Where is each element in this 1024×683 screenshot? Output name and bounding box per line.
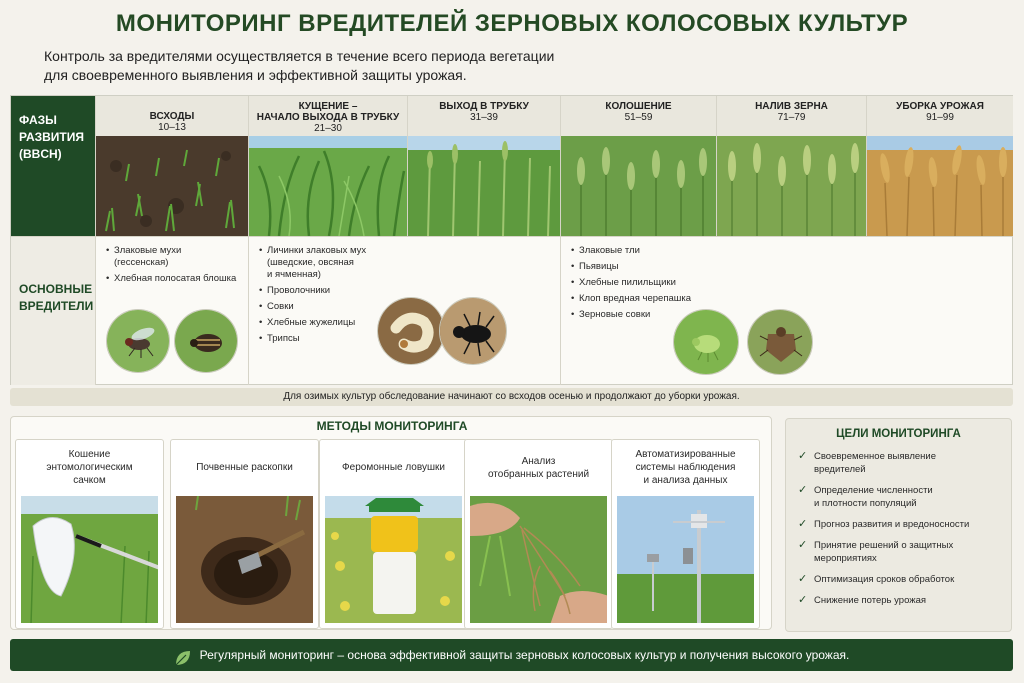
method-automated-systems: Автоматизированные системы наблюдения и анализа данных [611, 439, 760, 629]
pest-item: • Зерновые совки [571, 309, 1007, 321]
method-plant-analysis: Анализ отобранных растений [464, 439, 613, 629]
phase-grain-filling: НАЛИВ ЗЕРНА 71–79 [716, 96, 866, 236]
phase-harvest: УБОРКА УРОЖАЯ 91–99 [866, 96, 1013, 236]
pests-group-tillering [248, 236, 560, 385]
pest-item: • Злаковые тли [571, 245, 1007, 257]
phase-stem-extension: ВЫХОД В ТРУБКУ 31–39 [407, 96, 560, 236]
pests-row-label: ОСНОВНЫЕ ВРЕДИТЕЛИ [11, 236, 95, 385]
grain-filling-photo [717, 136, 866, 236]
sprouts-photo [96, 136, 248, 236]
check-icon: ✓ [798, 450, 808, 462]
methods-title: МЕТОДЫ МОНИТОРИНГА [316, 419, 468, 433]
goal-item: ✓ Определение численности и плотности популяций [798, 484, 933, 509]
phase-sprouts: ВСХОДЫ 10–13 [95, 96, 248, 236]
weather-station-photo [617, 496, 754, 623]
check-icon: ✓ [798, 518, 808, 530]
pest-item: • Пьявицы [571, 261, 1007, 273]
check-icon: ✓ [798, 484, 808, 496]
pest-item: • Хлебные пилильщики [571, 277, 1007, 289]
leaf-icon [174, 647, 192, 665]
pest-item: • Хлебные жужелицы [259, 317, 409, 329]
methods-section [10, 416, 772, 630]
phase-tillering: КУЩЕНИЕ – НАЧАЛО ВЫХОДА В ТРУБКУ 21–30 [248, 96, 407, 236]
goal-item: ✓ Оптимизация сроков обработок [798, 573, 955, 585]
phase-table [10, 95, 1013, 385]
plant-analysis-photo [470, 496, 607, 623]
tillering-photo [249, 136, 407, 236]
stem-extension-photo [408, 136, 560, 236]
flea-beetle-photo [174, 309, 238, 373]
footer-banner: Регулярный мониторинг – основа эффективной защиты зерновых колосовых культур и получения высокого урожая. [10, 639, 1013, 671]
check-icon: ✓ [798, 573, 808, 585]
check-icon: ✓ [798, 594, 808, 606]
page-subtitle: Контроль за вредителями осуществляется в течение всего периода вегетации для своевременного выявления и эффективной защиты урожая. [44, 48, 555, 83]
fly-photo [106, 309, 170, 373]
aphid-photo [673, 309, 739, 375]
phase-heading: КОЛОШЕНИЕ 51–59 [560, 96, 716, 236]
ground-beetle-photo [439, 297, 507, 365]
pest-item: • Злаковые мухи (гессенская) [106, 245, 242, 269]
method-soil-digging: Почвенные раскопки [170, 439, 319, 629]
goal-item: ✓ Своевременное выявление вредителей [798, 450, 937, 475]
sweep-net-photo [21, 496, 158, 623]
larva-photo [377, 297, 445, 365]
pest-item: • Личинки злаковых мух (шведские, овсяная и ячменная) [259, 245, 409, 281]
pest-item: • Проволочники [259, 285, 409, 297]
goal-item: ✓ Принятие решений о защитных мероприятиях [798, 539, 954, 564]
phases-row-label: ФАЗЫ РАЗВИТИЯ (BBCH) [11, 96, 95, 236]
winter-crops-note: Для озимых культур обследование начинают со всходов осенью и продолжают до уборки урожая. [10, 388, 1013, 406]
pest-item: • Клоп вредная черепашка [571, 293, 1007, 305]
goal-item: ✓ Снижение потерь урожая [798, 594, 927, 606]
goal-item: ✓ Прогноз развития и вредоносности [798, 518, 970, 530]
check-icon: ✓ [798, 539, 808, 551]
pests-group-heading [560, 236, 1013, 385]
goals-panel [785, 418, 1012, 632]
soil-digging-photo [176, 496, 313, 623]
pest-item: • Хлебная полосатая блошка [106, 273, 242, 285]
method-sweep-net: Кошение энтомологическим сачком [15, 439, 164, 629]
heading-photo [561, 136, 716, 236]
pheromone-trap-photo [325, 496, 462, 623]
pest-item: • Трипсы [259, 333, 409, 345]
method-pheromone-traps: Феромонные ловушки [319, 439, 468, 629]
pest-item: • Совки [259, 301, 409, 313]
shield-bug-photo [747, 309, 813, 375]
page-title: МОНИТОРИНГ ВРЕДИТЕЛЕЙ ЗЕРНОВЫХ КОЛОСОВЫХ КУЛЬТУР [115, 10, 909, 37]
pests-group-sprouts [95, 236, 248, 385]
goals-title: ЦЕЛИ МОНИТОРИНГА [836, 428, 961, 440]
harvest-photo [867, 136, 1013, 236]
